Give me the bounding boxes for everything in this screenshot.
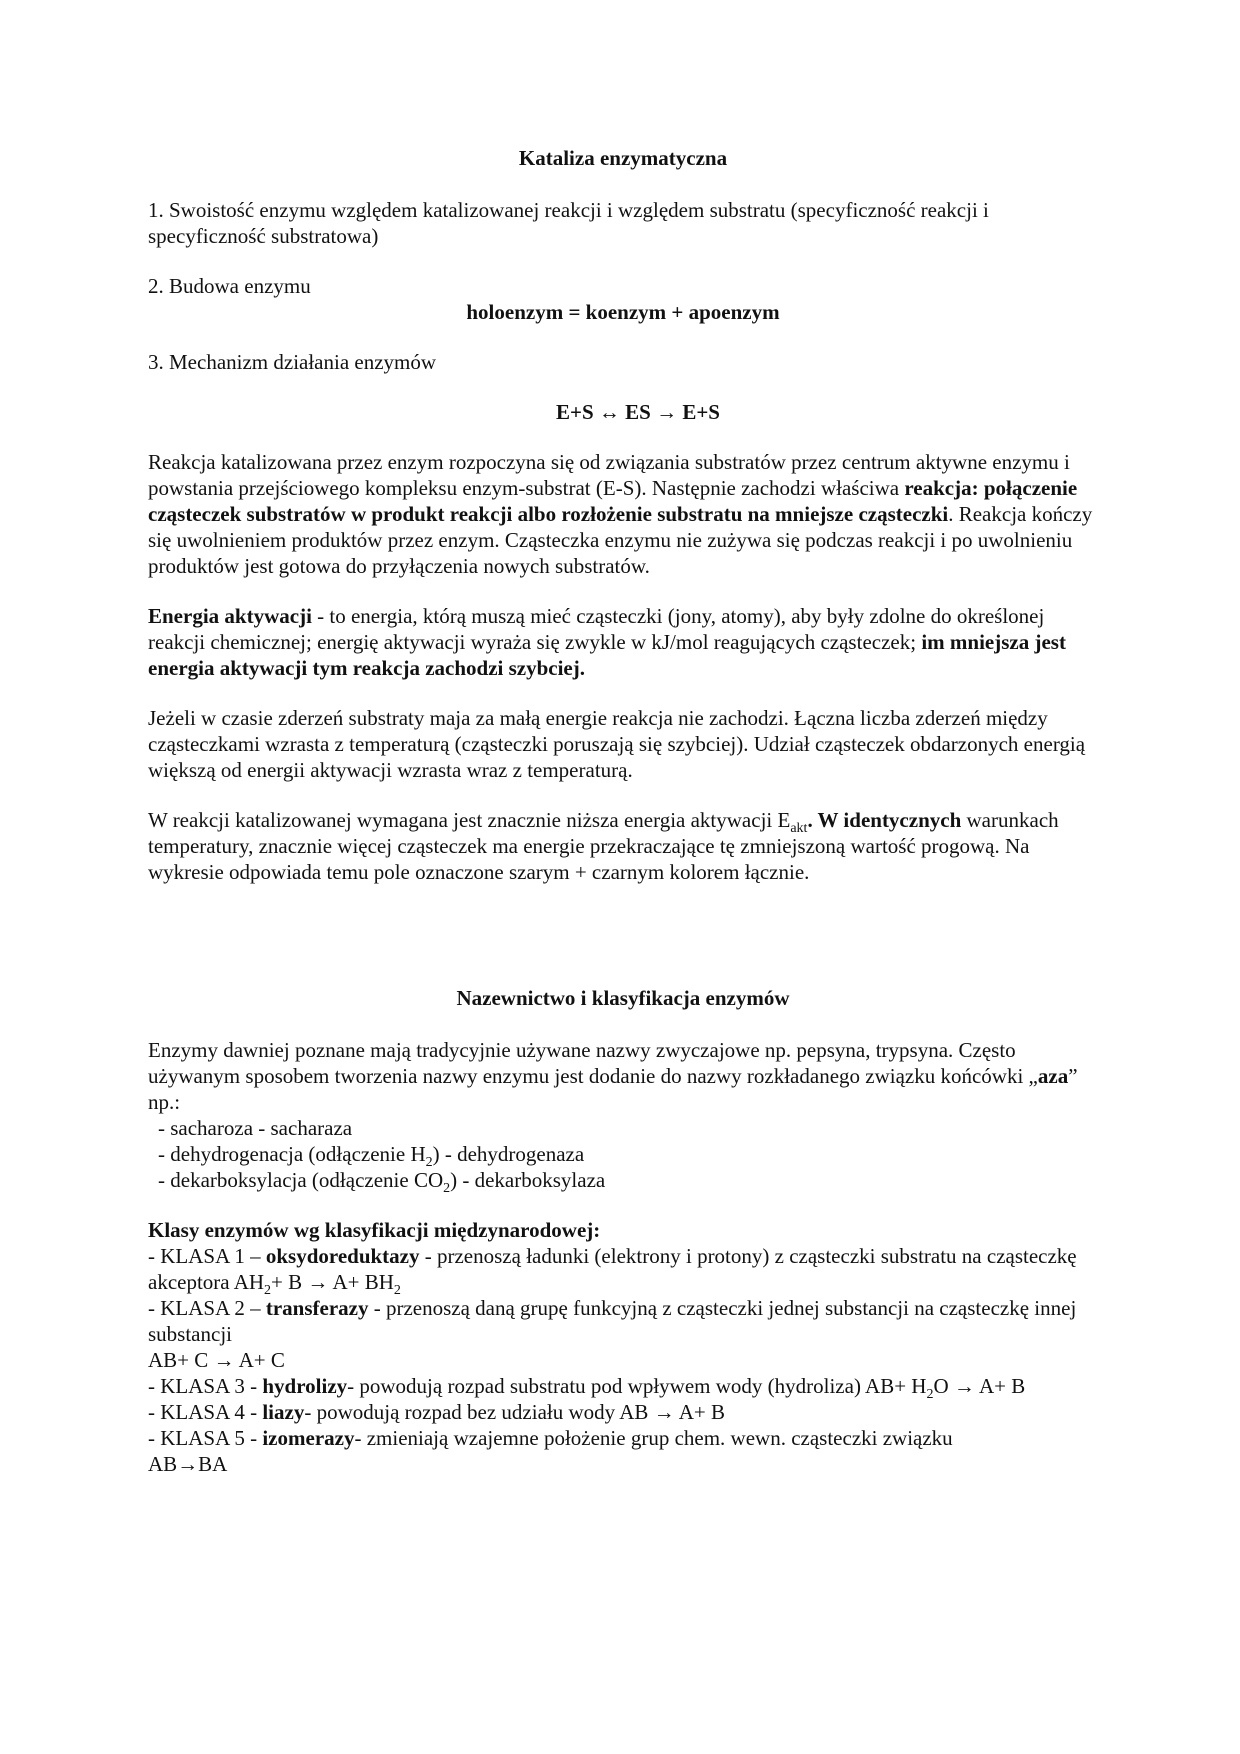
- class-2-prefix: - KLASA 2 –: [148, 1296, 266, 1320]
- class-3-sub: 2: [926, 1387, 934, 1403]
- class-3-text-b: O → A+ B: [933, 1374, 1026, 1398]
- reaction-text-c: . Reakcja kończy się uwolnieniem produktów przez enzym. Cząsteczka enzymu nie zużywa się podczas reakcji i po uwolnieniu produktów jest gotowa do przyłączenia nowych substratów.: [148, 502, 1093, 578]
- paragraph-energy: [148, 603, 1098, 681]
- names-text-a: Enzymy dawniej poznane mają tradycyjnie używane nazwy zwyczajowe np. pepsyna, trypsyna. Często używanym sposobem tworzenia nazwy enzymu jest dodanie do nazwy rozkładanego związku końcówki „: [148, 1038, 1038, 1088]
- example-dekarboksylaza-b: ) - dekarboksylaza: [450, 1168, 606, 1192]
- class-1-sub2: 2: [393, 1283, 401, 1299]
- class-2-text: - przenoszą daną grupę funkcyjną z cząsteczki jednej substancji na cząsteczkę innej substancji: [148, 1296, 1077, 1346]
- energy-term: Energia aktywacji: [148, 604, 312, 628]
- class-1: [148, 1243, 1098, 1299]
- class-3-prefix: - KLASA 3 -: [148, 1374, 263, 1398]
- names-text-b: ” np.:: [148, 1064, 1078, 1114]
- class-2-equation: AB+ C → A+ C: [148, 1348, 285, 1372]
- catalyzed-text-c: warunkach temperatury, znacznie więcej cząsteczek ma energie przekraczające tę zmniejszoną wartość progową. Na wykresie odpowiada temu pole oznaczone szarym + czarnym kolorem łącznie.: [148, 808, 1059, 884]
- paragraph-catalyzed: [148, 807, 1098, 885]
- class-1-text-a: - przenoszą ładunki (elektrony i protony) z cząsteczki substratu na cząsteczkę akceptora AH: [148, 1244, 1077, 1294]
- class-4-name: liazy: [262, 1400, 305, 1424]
- mechanism-equation: E+S ↔ ES → E+S: [556, 400, 720, 424]
- formula-holoenzym: holoenzym = koenzym + apoenzym: [466, 300, 780, 324]
- class-4-prefix: - KLASA 4 -: [148, 1400, 263, 1424]
- paragraph-item2: 2. Budowa enzymu: [148, 274, 311, 298]
- reaction-text-a: Reakcja katalizowana przez enzym rozpoczyna się od związania substratów przez centrum aktywne enzymu i powstania przejściowego kompleksu enzym-substrat (E-S). Następnie zachodzi właściwa: [148, 450, 1070, 500]
- paragraph-names: [148, 1037, 1098, 1115]
- section-title-nazewnictwo: Nazewnictwo i klasyfikacja enzymów: [456, 986, 790, 1010]
- example-dehydrogenaza: [148, 1141, 1098, 1171]
- energy-text-bold: im mniejsza jest energia aktywacji tym reakcja zachodzi szybciej.: [148, 630, 1066, 680]
- paragraph-item3: 3. Mechanizm działania enzymów: [148, 350, 437, 374]
- paragraph-collisions: Jeżeli w czasie zderzeń substraty maja za małą energie reakcja nie zachodzi. Łączna liczba zderzeń między cząsteczkami wzrasta z temperaturą (cząsteczki poruszają się szybciej). Udział cząsteczek obdarzonych energią większą od energii aktywacji wzrasta wraz z temperaturą.: [148, 706, 1086, 782]
- names-aza: aza: [1037, 1064, 1069, 1088]
- catalyzed-text-a: W reakcji katalizowanej wymagana jest znacznie niższa energia aktywacji E: [148, 808, 791, 832]
- class-2: [148, 1295, 1098, 1347]
- example-dehydrogenaza-b: ) - dehydrogenaza: [432, 1142, 585, 1166]
- example-sacharaza: - sacharoza - sacharaza: [158, 1116, 353, 1140]
- catalyzed-text-bold: . W identycznych: [807, 808, 962, 832]
- reaction-text-bold: reakcja: połączenie cząsteczek substratów w produkt reakcji albo rozłożenie substratu na mniejsze cząsteczki: [148, 476, 1078, 526]
- class-3-text-a: - powodują rozpad substratu pod wpływem wody (hydroliza) AB+ H: [347, 1374, 927, 1398]
- paragraph-item1: 1. Swoistość enzymu względem katalizowanej reakcji i względem substratu (specyficzność reakcji i specyficzność substratowa): [148, 198, 989, 248]
- class-2-name: transferazy: [265, 1296, 369, 1320]
- class-3-name: hydrolizy: [262, 1374, 348, 1398]
- example-dekarboksylaza: [148, 1167, 1098, 1197]
- document-body: [148, 145, 1098, 1477]
- catalyzed-sub-akt: akt: [790, 821, 808, 837]
- class-4-text: - powodują rozpad bez udziału wody AB → A+ B: [304, 1400, 726, 1424]
- class-1-sub1: 2: [264, 1283, 272, 1299]
- energy-text-a: - to energia, którą muszą mieć cząsteczki (jony, atomy), aby były zdolne do określonej reakcji chemicznej; energię aktywacji wyraża się zwykle w kJ/mol reagujących cząsteczek;: [148, 604, 1045, 654]
- class-5-name: izomerazy: [262, 1426, 355, 1450]
- class-5-text: - zmieniają wzajemne położenie grup chem. wewn. cząsteczki związku: [354, 1426, 953, 1450]
- class-1-text-b: + B → A+ BH: [271, 1270, 394, 1294]
- class-3: [148, 1373, 1098, 1403]
- classes-heading-text: Klasy enzymów wg klasyfikacji międzynarodowej:: [148, 1218, 601, 1242]
- class-5-equation: AB→BA: [148, 1452, 228, 1476]
- class-5: [148, 1425, 1098, 1451]
- example-dekarboksylaza-a: - dekarboksylacja (odłączenie CO: [158, 1168, 444, 1192]
- paragraph-reaction: [148, 449, 1098, 579]
- example-dehydrogenaza-a: - dehydrogenacja (odłączenie H: [158, 1142, 426, 1166]
- class-5-prefix: - KLASA 5 -: [148, 1426, 263, 1450]
- class-4: [148, 1399, 1098, 1425]
- example-dehydrogenaza-sub: 2: [425, 1155, 433, 1171]
- example-dekarboksylaza-sub: 2: [443, 1181, 451, 1197]
- class-1-name: oksydoreduktazy: [265, 1244, 420, 1268]
- classes-heading: [148, 1217, 1098, 1243]
- class-1-prefix: - KLASA 1 –: [148, 1244, 266, 1268]
- section-title-kataliza: Kataliza enzymatyczna: [518, 146, 728, 170]
